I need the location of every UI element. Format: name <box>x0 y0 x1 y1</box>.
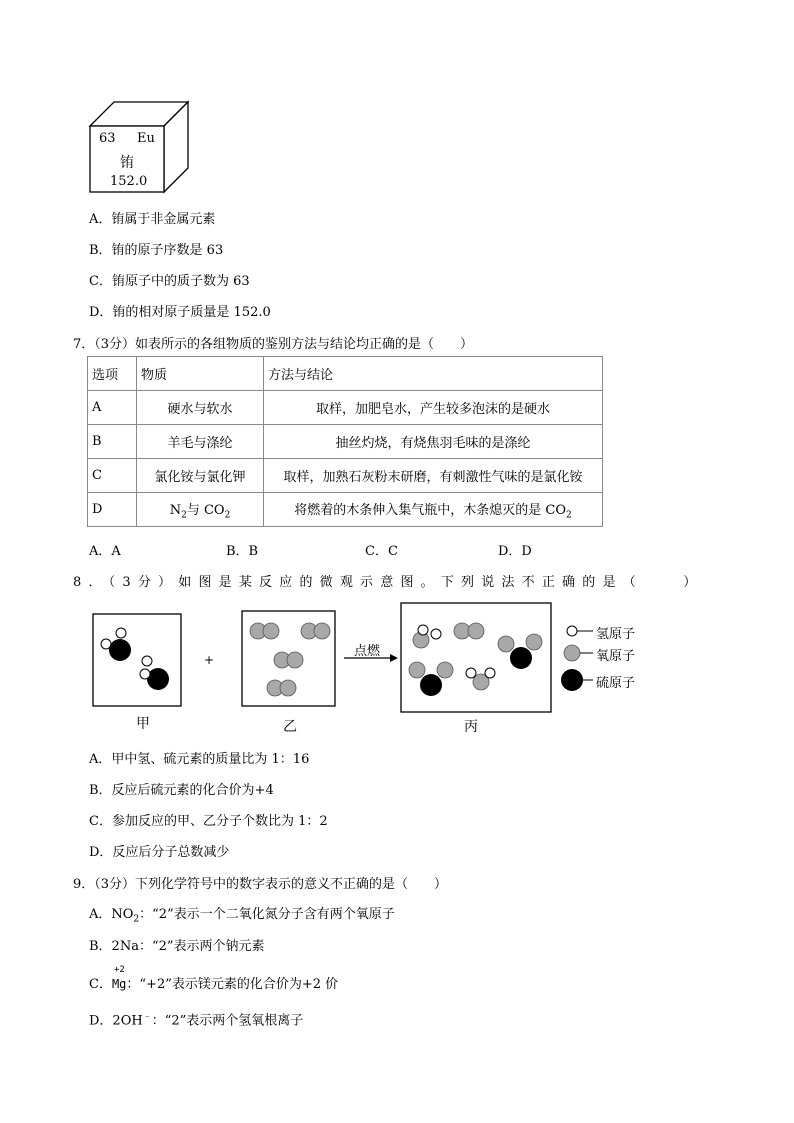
row-substance: 羊毛与涤纶 <box>137 425 264 459</box>
caption-jia: 甲 <box>136 716 150 732</box>
q9-option-d: D．2OH﹣：“2”表示两个氢氧根离子 <box>89 1012 304 1029</box>
element-number: 63 <box>99 131 116 146</box>
oxygen-atom <box>314 623 330 639</box>
row-method: 抽丝灼烧，有烧焦羽毛味的是涤纶 <box>264 425 603 459</box>
q9-stem: 9．（3分）下列化学符号中的数字表示的意义不正确的是（ ） <box>73 877 448 892</box>
q9-option-b: B．2Na：“2”表示两个钠元素 <box>89 939 265 954</box>
hydrogen-atom <box>142 656 152 666</box>
table-row <box>88 459 603 493</box>
q7-table <box>87 356 603 527</box>
header-option: 选项 <box>88 357 137 391</box>
oxygen-atom <box>287 652 303 668</box>
oxygen-atom <box>263 623 279 639</box>
hydrogen-atom <box>466 668 476 678</box>
caption-yi: 乙 <box>283 719 297 735</box>
sulfur-atom <box>510 647 532 669</box>
row-method: 取样，加熟石灰粉末研磨，有刺激性气味的是氯化铵 <box>264 459 603 493</box>
legend-sulfur-icon <box>561 669 583 691</box>
row-option: C <box>88 459 137 493</box>
q6-option-b: B．铕的原子序数是 63 <box>89 243 224 258</box>
hydrogen-atom <box>116 628 126 638</box>
oxygen-atom <box>437 662 453 678</box>
q8-stem: 8．（3分）如图是某反应的微观示意图。下列说法不正确的是（ ） <box>73 575 704 590</box>
q9-option-a: A．$NO_2$：“2”表示一个二氧化氮分子含有两个氧原子 <box>89 907 395 925</box>
oxygen-atom <box>498 636 514 652</box>
q6-option-d: D．铕的相对原子质量是 152.0 <box>89 305 271 320</box>
reaction-diagram <box>90 600 650 720</box>
plus-sign: + <box>204 653 215 667</box>
q8-option-d: D．反应后分子总数减少 <box>89 845 230 860</box>
row-method: 将燃着的木条伸入集气瓶中，木条熄灭的是 $CO_2$ <box>264 493 603 527</box>
row-method: 取样，加肥皂水，产生较多泡沫的是硬水 <box>264 391 603 425</box>
q7-answer-d: D．D <box>498 544 532 559</box>
element-symbol: Eu <box>137 131 155 146</box>
row-substance: $N_2$与 $CO_2$ <box>137 493 264 527</box>
row-substance: 氯化铵与氯化钾 <box>137 459 264 493</box>
q7-answer-a: A．A <box>89 544 121 559</box>
legend-hydrogen: 氢原子 <box>596 627 636 642</box>
q7-answer-c: C．C <box>365 544 398 559</box>
q8-option-c: C．参加反应的甲、乙分子个数比为 1：2 <box>89 814 328 829</box>
caption-bing: 丙 <box>464 719 478 735</box>
table-row <box>88 425 603 459</box>
q6-option-a: A．铕属于非金属元素 <box>89 212 216 227</box>
q8-option-a: A．甲中氢、硫元素的质量比为 1：16 <box>89 752 310 767</box>
legend-hydrogen-icon <box>567 626 577 636</box>
oxygen-atom <box>280 680 296 696</box>
hydrogen-atom <box>431 629 441 639</box>
table-header-row <box>88 357 603 391</box>
legend-oxygen: 氧原子 <box>596 649 636 664</box>
oxygen-atom <box>468 623 484 639</box>
header-substance: 物质 <box>137 357 264 391</box>
sulfur-atom <box>147 668 169 690</box>
row-option: B <box>88 425 137 459</box>
sulfur-atom <box>109 639 131 661</box>
oxygen-atom <box>409 662 425 678</box>
oxygen-atom <box>526 634 542 650</box>
table-row <box>88 391 603 425</box>
header-method: 方法与结论 <box>264 357 603 391</box>
table-row <box>88 493 603 527</box>
hydrogen-atom <box>418 625 428 635</box>
row-option: A <box>88 391 137 425</box>
element-name: 铕 <box>120 155 134 171</box>
hydrogen-atom <box>485 668 495 678</box>
hydrogen-atom <box>140 669 150 679</box>
element-mass: 152.0 <box>110 174 148 189</box>
q8-option-b: B．反应后硫元素的化合价为+4 <box>89 783 274 798</box>
legend-sulfur: 硫原子 <box>596 676 636 691</box>
q6-option-c: C．铕原子中的质子数为 63 <box>89 274 250 289</box>
q7-answer-b: B．B <box>226 544 259 559</box>
q9-option-c: C． +2 Mg：“+2”表示镁元素的化合价为+2 价 <box>89 965 339 992</box>
q7-stem: 7．（3分）如表所示的各组物质的鉴别方法与结论均正确的是（ ） <box>73 337 474 352</box>
row-substance: 硬水与软水 <box>137 391 264 425</box>
legend-oxygen-icon <box>564 645 580 661</box>
sulfur-atom <box>420 674 442 696</box>
arrow-label: 点燃 <box>354 644 381 659</box>
row-option: D <box>88 493 137 527</box>
